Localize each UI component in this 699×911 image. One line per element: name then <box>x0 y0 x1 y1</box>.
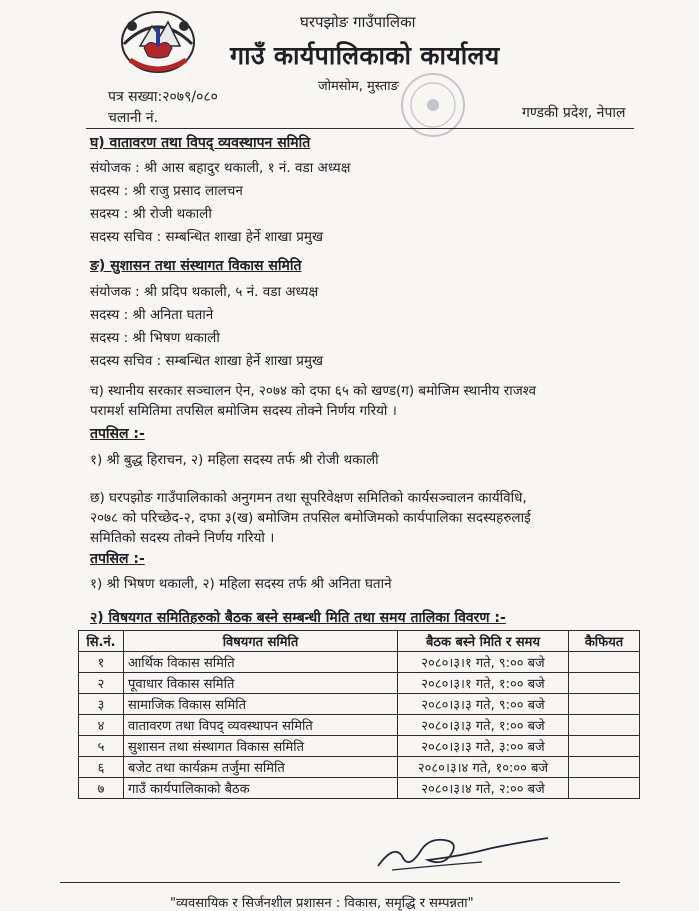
serial-cell: ५ <box>79 736 124 757</box>
serial-cell: १ <box>79 652 124 673</box>
datetime-cell: २०८०।३।३ गते, ३:०० बजे <box>398 736 569 757</box>
remark-cell <box>569 652 640 673</box>
office-motto: "व्यवसायिक र सिर्जनशील प्रशासन : विकास, समृद्धि र सम्पन्नता" <box>170 896 474 911</box>
remark-cell <box>569 715 640 736</box>
column-header: सि.नं. <box>79 631 124 652</box>
committee-cell: गाउँ कार्यपालिकाको बैठक <box>124 778 398 799</box>
reference-number: पत्र सख्या:२०७९/०८० <box>108 89 218 105</box>
table-row <box>79 715 640 736</box>
municipality-name: घरपझोङ गाउँपालिका <box>300 13 416 31</box>
tapasil-text: १) श्री बुद्ध हिराचन, २) महिला सदस्य तर्फ श्री रोजी थकाली <box>90 452 379 468</box>
nepal-emblem-icon <box>110 2 206 78</box>
committee-cell: वातावरण तथा विपद् व्यवस्थापन समिति <box>124 715 398 736</box>
serial-cell: ६ <box>79 757 124 778</box>
remark-cell <box>569 673 640 694</box>
table-header-row <box>79 631 640 652</box>
decision-chha-paragraph <box>90 488 531 548</box>
committee-gha-member: संयोजक : श्री आस बहादुर थकाली, १ नं. वडा अध्यक्ष <box>90 160 351 176</box>
committee-gha-member: सदस्य सचिव : सम्बन्धित शाखा हेर्ने शाखा प्रमुख <box>90 229 324 245</box>
table-row <box>79 736 640 757</box>
dispatch-number: चलानी नं. <box>108 110 159 126</box>
committee-nga-member: सदस्य : श्री अनिता घताने <box>90 307 214 323</box>
committee-cell: बजेट तथा कार्यक्रम तर्जुमा समिति <box>124 757 398 778</box>
remark-cell <box>569 757 640 778</box>
committee-nga-heading: ङ) सुशासन तथा संस्थागत विकास समिति <box>90 258 302 274</box>
committee-nga-member: संयोजक : श्री प्रदिप थकाली, ५ नं. वडा अध्यक्ष <box>90 284 319 300</box>
column-header: कैफियत <box>569 631 640 652</box>
datetime-cell: २०८०।३।३ गते, १:०० बजे <box>398 715 569 736</box>
committee-gha-member: सदस्य : श्री राजु प्रसाद लालचन <box>90 183 243 199</box>
table-row <box>79 652 640 673</box>
column-header: बैठक बस्ने मिति र समय <box>398 631 569 652</box>
datetime-cell: २०८०।३।१ गते, ९:०० बजे <box>398 652 569 673</box>
table-row <box>79 778 640 799</box>
paragraph-line: च) स्थानीय सरकार सञ्चालन ऐन, २०७४ को दफा ६५ को खण्ड(ग) बमोजिम स्थानीय राजश्व <box>90 383 537 399</box>
committee-gha-member: सदस्य : श्री रोजी थकाली <box>90 206 212 222</box>
tapasil-label: तपसिल :- <box>90 551 145 567</box>
serial-cell: २ <box>79 673 124 694</box>
committee-cell: पूवाधार विकास समिति <box>124 673 398 694</box>
committee-nga-member: सदस्य : श्री भिषण थकाली <box>90 330 220 346</box>
paragraph-line: छ) घरपझोङ गाउँपालिकाको अनुगमन तथा सूपरिवेक्षण समितिको कार्यसञ्चालन कार्यविधि, <box>90 490 527 506</box>
serial-cell: ७ <box>79 778 124 799</box>
decision-cha-paragraph <box>90 381 536 421</box>
table-row <box>79 757 640 778</box>
remark-cell <box>569 736 640 757</box>
remark-cell <box>569 778 640 799</box>
schedule-heading: २) विषयगत समितिहरुको बैठक बस्ने सम्बन्धी मिति तथा समय तालिका विवरण :- <box>90 610 506 626</box>
committee-cell: आर्थिक विकास समिति <box>124 652 398 673</box>
remark-cell <box>569 694 640 715</box>
header-divider <box>86 128 634 129</box>
office-title: गाउँ कार्यपालिकाको कार्यालय <box>230 41 500 70</box>
committee-cell: सामाजिक विकास समिति <box>124 694 398 715</box>
signature-icon <box>372 826 552 878</box>
serial-cell: ३ <box>79 694 124 715</box>
office-address: जोमसोम, मुस्ताङ <box>318 79 399 94</box>
serial-cell: ४ <box>79 715 124 736</box>
table-row <box>79 673 640 694</box>
province-label: गण्डकी प्रदेश, नेपाल <box>522 105 626 121</box>
office-stamp-icon <box>398 70 468 140</box>
datetime-cell: २०८०।३।३ गते, ९:०० बजे <box>398 694 569 715</box>
table-row <box>79 694 640 715</box>
datetime-cell: २०८०।३।४ गते, १०:०० बजे <box>398 757 569 778</box>
paragraph-line: परामर्श समितिमा तपसिल बमोजिम सदस्य तोक्ने निर्णय गरियो । <box>90 403 397 419</box>
committee-cell: सुशासन तथा संस्थागत विकास समिति <box>124 736 398 757</box>
committee-nga-member: सदस्य सचिव : सम्बन्धित शाखा हेर्ने शाखा प्रमुख <box>90 353 324 369</box>
datetime-cell: २०८०।३।१ गते, १:०० बजे <box>398 673 569 694</box>
paragraph-line: २०७८ को परिच्छेद-२, दफा ३(ख) बमोजिम तपसिल बमोजिमको कार्यपालिका सदस्यहरुलाई <box>90 510 531 526</box>
committee-gha-heading: घ) वातावरण तथा विपद् व्यवस्थापन समिति <box>90 135 311 151</box>
tapasil-label: तपसिल :- <box>90 426 145 442</box>
paragraph-line: समितिको सदस्य तोक्ने निर्णय गरियो । <box>90 530 275 546</box>
footer-divider <box>60 882 620 883</box>
schedule-table <box>78 630 640 799</box>
column-header: विषयगत समिति <box>124 631 398 652</box>
tapasil-text: १) श्री भिषण थकाली, २) महिला सदस्य तर्फ श्री अनिता घताने <box>90 576 392 592</box>
datetime-cell: २०८०।३।४ गते, २:०० बजे <box>398 778 569 799</box>
